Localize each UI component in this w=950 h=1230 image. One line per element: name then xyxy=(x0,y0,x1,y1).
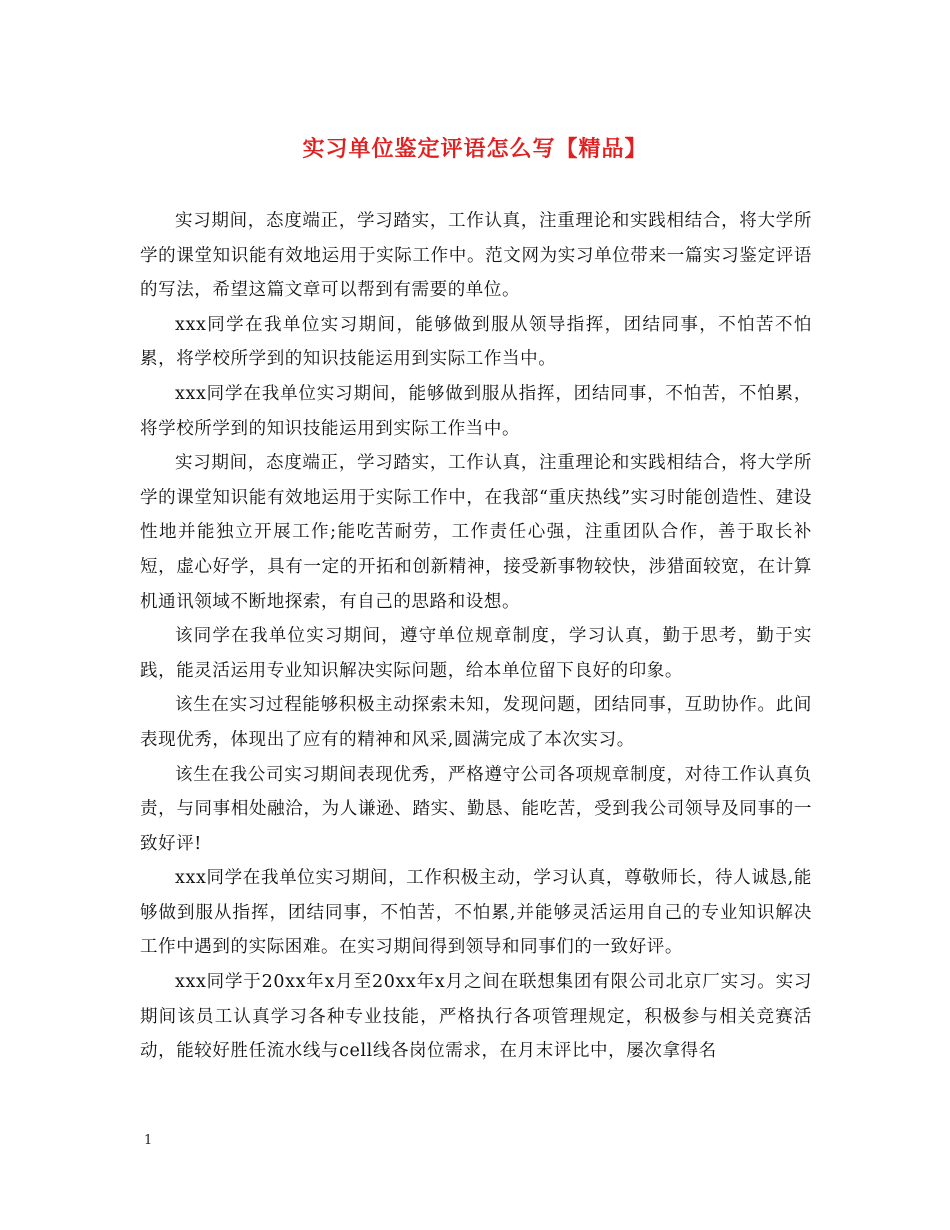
paragraph: 实习期间，态度端正，学习踏实，工作认真，注重理论和实践相结合，将大学所学的课堂知识能有效地运用于实际工作中。范文网为实习单位带来一篇实习鉴定评语的写法，希望这篇文章可以帮到有需要的单位。 xyxy=(140,211,812,301)
page-number: 1 xyxy=(144,1133,153,1148)
paragraph: 该生在实习过程能够积极主动探索未知，发现问题，团结同事，互助协作。此间表现优秀，体现出了应有的精神和风采,圆满完成了本次实习。 xyxy=(140,695,812,750)
paragraph: xxx同学于20xx年x月至20xx年x月之间在联想集团有限公司北京厂实习。实习期间该员工认真学习各种专业技能，严格执行各项管理规定，积极参与相关竞赛活动，能较好胜任流水线与cell线各岗位需求，在月末评比中，屡次拿得名 xyxy=(140,972,812,1062)
paragraph: 实习期间，态度端正，学习踏实，工作认真，注重理论和实践相结合，将大学所学的课堂知识能有效地运用于实际工作中，在我部“重庆热线”实习时能创造性、建设性地并能独立开展工作;能吃苦耐劳，工作责任心强，注重团队合作，善于取长补短，虚心好学，具有一定的开拓和创新精神，接受新事物较快，涉猎面较宽，在计算机通讯领域不断地探索，有自己的思路和设想。 xyxy=(140,453,812,612)
document-body xyxy=(140,204,812,1069)
paragraph: xxx同学在我单位实习期间，能够做到服从指挥，团结同事，不怕苦，不怕累，将学校所学到的知识技能运用到实际工作当中。 xyxy=(140,383,812,439)
document-title: 实习单位鉴定评语怎么写【精品】 xyxy=(302,136,648,162)
paragraph: 该同学在我单位实习期间，遵守单位规章制度，学习认真，勤于思考，勤于实践，能灵活运用专业知识解决实际问题，给本单位留下良好的印象。 xyxy=(140,626,812,681)
paragraph: 该生在我公司实习期间表现优秀，严格遵守公司各项规章制度，对待工作认真负责，与同事相处融洽，为人谦逊、踏实、勤恳、能吃苦，受到我公司领导及同事的一致好评! xyxy=(140,764,812,854)
paragraph: xxx同学在我单位实习期间，工作积极主动，学习认真，尊敬师长，待人诚恳,能够做到服从指挥，团结同事，不怕苦，不怕累,并能够灵活运用自己的专业知识解决工作中遇到的实际困难。在实习期间得到领导和同事们的一致好评。 xyxy=(140,868,812,958)
paragraph: xxx同学在我单位实习期间，能够做到服从领导指挥，团结同事，不怕苦不怕累，将学校所学到的知识技能运用到实际工作当中。 xyxy=(140,314,812,370)
